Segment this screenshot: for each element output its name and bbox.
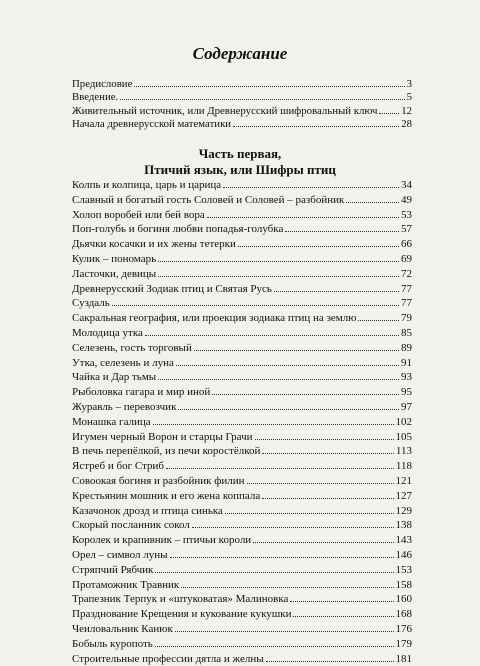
toc-entry-page: 66	[401, 238, 412, 250]
toc-entry-title: Рыболовка гагара и мир иной	[72, 386, 210, 398]
toc-entry	[72, 117, 412, 130]
dot-leader	[175, 622, 394, 632]
toc-entry-title: Чеиловальник Канюк	[72, 623, 173, 635]
toc-entry	[72, 578, 412, 593]
dot-leader	[170, 548, 394, 558]
toc-entry-title: Бобыль куропоть	[72, 638, 153, 650]
toc-entry-page: 127	[396, 490, 413, 502]
toc-entry-page: 113	[396, 445, 412, 457]
toc-entry	[72, 504, 412, 519]
toc-entry-title: Скорый посланник сокол	[72, 519, 190, 531]
dot-leader	[153, 415, 394, 425]
part-heading	[0, 146, 480, 178]
toc-entry-page: 91	[401, 357, 412, 369]
toc-entry-page: 118	[396, 460, 412, 472]
toc-entry	[72, 518, 412, 533]
toc-entry	[72, 489, 412, 504]
toc-entry-title: Монашка галица	[72, 416, 151, 428]
toc-entry-title: Поп-голубь и богиня любви попадья-голубка	[72, 223, 283, 235]
toc-entry	[72, 252, 412, 267]
toc-entry-title: Живительный источник, или Древнерусский шифровальный ключ	[72, 105, 377, 117]
toc-entry-page: 85	[401, 327, 412, 339]
toc-entry-title: Ласточки, девицы	[72, 268, 156, 280]
toc-entry	[72, 622, 412, 637]
dot-leader	[181, 578, 393, 588]
toc-entry-title: Сакральная география, или проекция зодиака птиц на землю	[72, 312, 356, 324]
toc-entry	[72, 296, 412, 311]
toc-entry-page: 146	[396, 549, 413, 561]
toc-entry-title: Орел – символ луны	[72, 549, 168, 561]
toc-entry	[72, 444, 412, 459]
dot-leader	[112, 296, 399, 306]
toc-entry-page: 69	[401, 253, 412, 265]
toc-entry	[72, 592, 412, 607]
toc-entry	[72, 222, 412, 237]
toc-entry-page: 129	[396, 505, 413, 517]
toc-entry	[72, 104, 412, 117]
dot-leader	[346, 193, 399, 203]
toc-entry	[72, 356, 412, 371]
toc-entry-page: 95	[401, 386, 412, 398]
dot-leader	[262, 489, 393, 499]
toc-entry-page: 176	[396, 623, 413, 635]
toc-entry-title: Колпь и колпица, царь и царица	[72, 179, 221, 191]
toc-entry-page: 105	[396, 431, 413, 443]
dot-leader	[290, 592, 393, 602]
toc-entry	[72, 533, 412, 548]
toc-entry-title: Чайка и Дар тьмы	[72, 371, 156, 383]
toc-entry	[72, 237, 412, 252]
dot-leader	[166, 459, 394, 469]
main-toc-list	[72, 178, 412, 666]
toc-entry-title: Предисловие	[72, 78, 132, 90]
toc-entry	[72, 341, 412, 356]
toc-entry-page: 102	[396, 416, 413, 428]
toc-entry-page: 28	[401, 118, 412, 130]
toc-entry	[72, 77, 412, 90]
toc-entry-page: 12	[401, 105, 412, 117]
toc-entry	[72, 90, 412, 103]
dot-leader	[176, 356, 399, 366]
toc-entry-page: 153	[396, 564, 413, 576]
dot-leader	[194, 341, 399, 351]
toc-entry	[72, 652, 412, 666]
toc-entry-title: Крестьянин мошник и его жена коппала	[72, 490, 260, 502]
toc-entry-title: Казачонок дрозд и птица синька	[72, 505, 223, 517]
toc-entry-title: Игумен черный Ворон и старцы Грачи	[72, 431, 253, 443]
dot-leader	[192, 518, 394, 528]
toc-entry	[72, 311, 412, 326]
toc-entry	[72, 282, 412, 297]
part-heading-line1: Часть первая,	[0, 146, 480, 162]
toc-entry	[72, 385, 412, 400]
toc-entry	[72, 459, 412, 474]
toc-entry-page: 5	[407, 91, 412, 103]
dot-leader	[212, 385, 399, 395]
toc-entry	[72, 415, 412, 430]
toc-entry	[72, 607, 412, 622]
dot-leader	[274, 282, 399, 292]
toc-entry	[72, 430, 412, 445]
dot-leader	[266, 652, 394, 662]
dot-leader	[225, 504, 394, 514]
toc-entry	[72, 474, 412, 489]
toc-entry-title: Королек и крапивник – птичьи короли	[72, 534, 251, 546]
toc-entry-page: 3	[407, 78, 412, 90]
dot-leader	[247, 474, 394, 484]
toc-entry-title: Ястреб и бог Стриб	[72, 460, 164, 472]
dot-leader	[293, 607, 393, 617]
toc-entry-title: Празднование Крещения и кукование кукушки	[72, 608, 291, 620]
toc-entry-page: 158	[396, 579, 413, 591]
dot-leader	[238, 237, 399, 247]
dot-leader	[155, 637, 394, 647]
toc-entry-page: 49	[401, 194, 412, 206]
toc-entry-title: Начала древнерусской математики	[72, 118, 231, 130]
dot-leader	[158, 267, 399, 277]
part-heading-line2: Птичий язык, или Шифры птиц	[0, 162, 480, 178]
toc-entry-page: 72	[401, 268, 412, 280]
toc-entry-page: 181	[396, 653, 413, 665]
toc-entry	[72, 178, 412, 193]
toc-entry-page: 57	[401, 223, 412, 235]
toc-entry-title: Суздаль	[72, 297, 110, 309]
toc-entry-title: Дьячки косачки и их жены тетерки	[72, 238, 236, 250]
toc-entry	[72, 208, 412, 223]
dot-leader	[253, 533, 393, 543]
toc-entry-page: 121	[396, 475, 413, 487]
dot-leader	[285, 222, 399, 232]
dot-leader	[145, 326, 399, 336]
toc-entry-page: 93	[401, 371, 412, 383]
intro-toc-list	[72, 77, 412, 130]
toc-entry-title: Утка, селезень и луна	[72, 357, 174, 369]
dot-leader	[358, 311, 399, 321]
toc-entry-page: 53	[401, 209, 412, 221]
toc-entry-title: Молодица утка	[72, 327, 143, 339]
toc-entry-title: В печь перепёлкой, из печи коростёлкой	[72, 445, 260, 457]
dot-leader	[158, 252, 399, 262]
dot-leader	[178, 400, 399, 410]
toc-entry	[72, 400, 412, 415]
toc-entry	[72, 370, 412, 385]
toc-entry-page: 97	[401, 401, 412, 413]
dot-leader	[379, 104, 399, 114]
toc-entry-title: Стряпчий Рябчик	[72, 564, 153, 576]
toc-entry-title: Введение.	[72, 91, 118, 103]
dot-leader	[158, 370, 399, 380]
toc-entry	[72, 267, 412, 282]
toc-entry-page: 79	[401, 312, 412, 324]
toc-entry-title: Трапезник Терпук и «штуковатая» Малиновка	[72, 593, 288, 605]
toc-entry-title: Селезень, гость торговый	[72, 342, 192, 354]
toc-entry-page: 143	[396, 534, 413, 546]
dot-leader	[155, 563, 393, 573]
toc-entry-page: 77	[401, 283, 412, 295]
dot-leader	[233, 117, 399, 127]
dot-leader	[120, 90, 404, 100]
toc-entry	[72, 326, 412, 341]
toc-entry-page: 89	[401, 342, 412, 354]
dot-leader	[223, 178, 399, 188]
toc-entry-title: Протаможник Травник	[72, 579, 179, 591]
toc-entry-page: 179	[396, 638, 413, 650]
toc-entry	[72, 637, 412, 652]
toc-entry	[72, 548, 412, 563]
toc-entry-title: Древнерусский Зодиак птиц и Святая Русь	[72, 283, 272, 295]
dot-leader	[207, 208, 399, 218]
toc-entry-page: 77	[401, 297, 412, 309]
toc-entry-title: Славный и богатый гость Соловей и Соловей – разбойник	[72, 194, 344, 206]
toc-entry-title: Кулик – пономарь	[72, 253, 156, 265]
page-title: Содержание	[0, 44, 480, 64]
dot-leader	[262, 444, 394, 454]
toc-entry-title: Холоп воробей или бей вора	[72, 209, 205, 221]
toc-entry-page: 160	[396, 593, 413, 605]
dot-leader	[255, 430, 394, 440]
toc-entry-title: Совоокая богиня и разбойник филин	[72, 475, 245, 487]
toc-entry-title: Журавль – перевозчик	[72, 401, 176, 413]
toc-entry-page: 138	[396, 519, 413, 531]
toc-entry-page: 34	[401, 179, 412, 191]
dot-leader	[134, 77, 404, 87]
toc-entry	[72, 563, 412, 578]
toc-entry-page: 168	[396, 608, 413, 620]
toc-entry-title: Строительные профессии дятла и желны	[72, 653, 264, 665]
toc-entry	[72, 193, 412, 208]
